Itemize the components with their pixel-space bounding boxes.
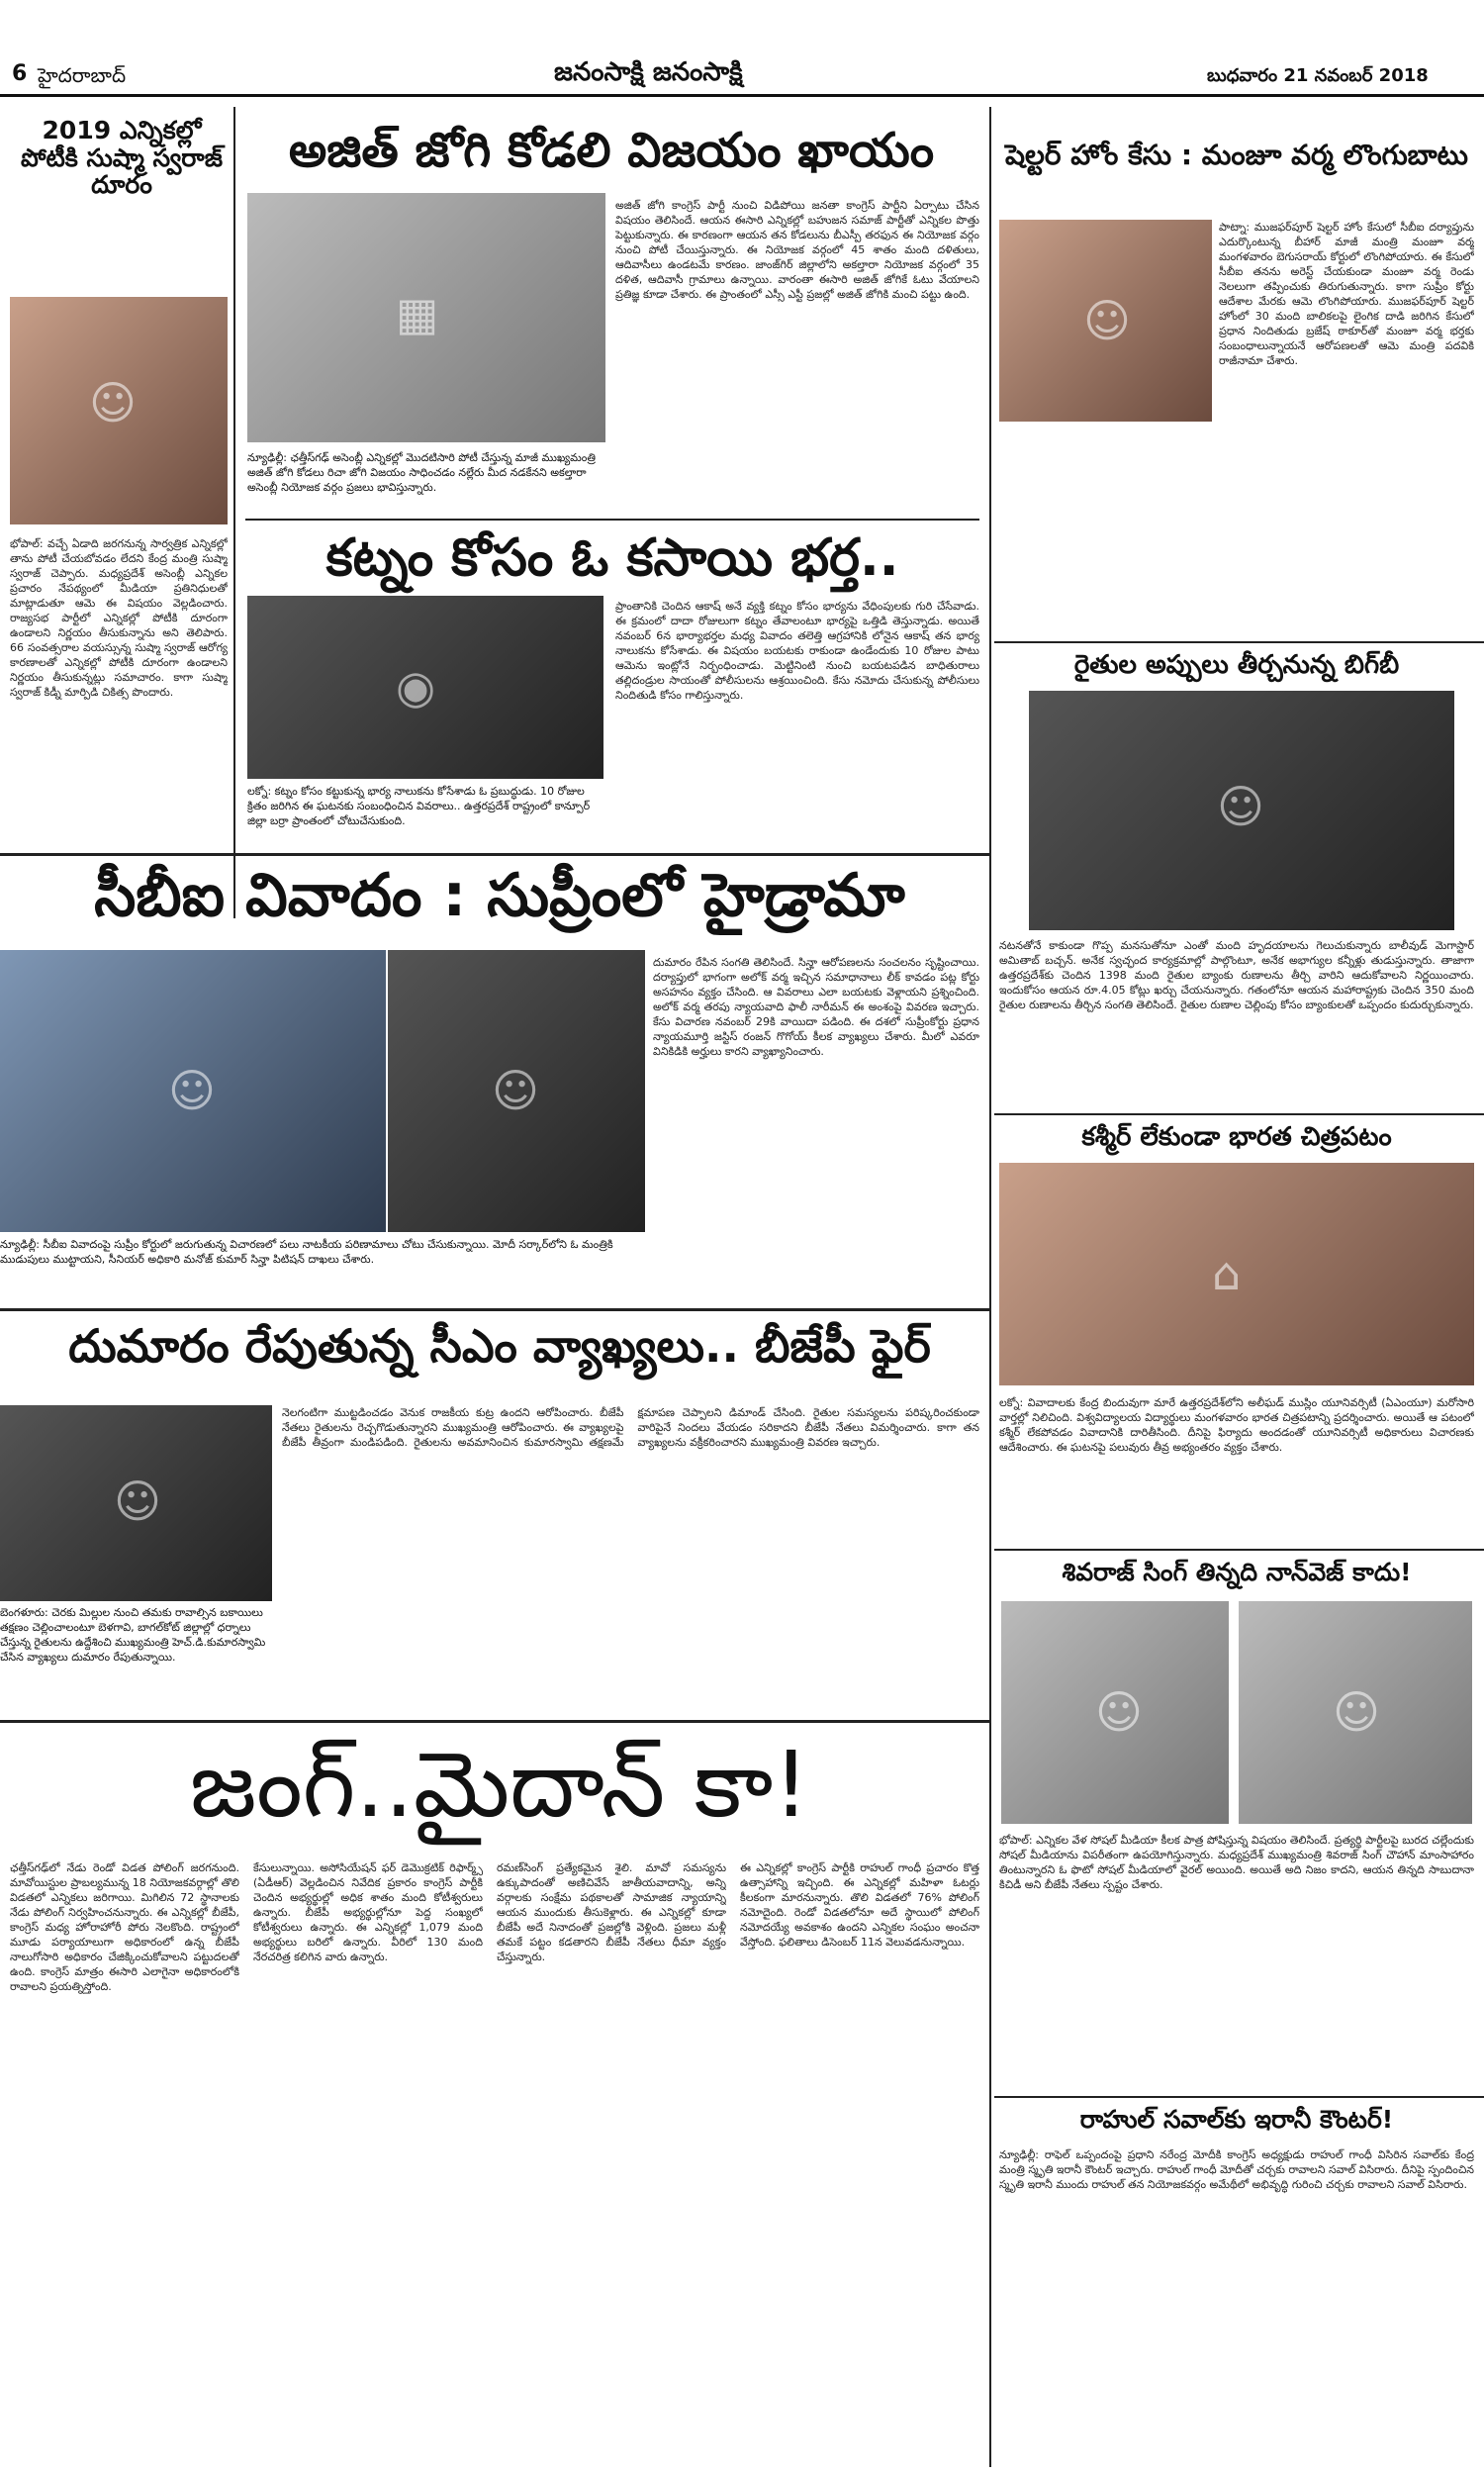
cbi-body: దుమారం రేపిన సంగతి తెలిసిందే. సిన్హా ఆరోపణలను సంచలనం సృష్టించాయి. దర్యాప్తులో భాగంగా అలోక్ వర్మ ఇచ్చిన సమాధానాలు లీక్ కావడం పట్ల కోర్టు అసహనం వ్యక్తం చేసింది. ఆ వివరాలు ఎలా బయటకు వెళ్లాయని ప్రశ్నించింది. అలోక్ వర్మ తరపు న్యాయవాది ఫాలీ నారీమన్ ఈ అంశంపై వివరణ ఇచ్చారు. కేసు విచారణ నవంబర్ 29కి వాయిదా పడింది. ఈ దశలో సుప్రీంకోర్టు ప్రధాన న్యాయమూర్తి జస్టిస్ రంజన్ గొగోయ్ కీలక వ్యాఖ్యలు చేశారు. మీలో ఎవరూ వినికిడికి అర్హులు కారని వ్యాఖ్యానించారు. [653, 956, 979, 1058]
shivraj-headline: శివరాజ్ సింగ్ తిన్నది నాన్‌వెజ్ కాదు! [1062, 1558, 1412, 1586]
jung-column-4: ఈ ఎన్నికల్లో కాంగ్రెస్ పార్టీకి రాహుల్ గాంధీ ప్రచారం కొత్త ఉత్సాహాన్ని ఇచ్చింది. ఈ ఎన్నికల్లో మహిళా ఓటర్లు కీలకంగా మారనున్నారు. తొలి విడతలో 76% పోలింగ్ నమోదైంది. రెండో విడతలోనూ అదే స్థాయిలో పోలింగ్ నమోదయ్యే అవకాశం ఉందని ఎన్నికల సంఘం అంచనా వేస్తోంది. ఫలితాలు డిసెంబర్ 11న వెలువడనున్నాయి. [740, 1861, 979, 1949]
kashmir-photo: ⌂ [999, 1163, 1474, 1385]
cm-photo: ☺ [0, 1405, 272, 1601]
bigb-photo: ☺ [1029, 691, 1454, 930]
city-name: హైదరాబాద్ [38, 63, 127, 87]
page-header [0, 0, 1484, 99]
masthead: జనంసాక్షి జనంసాక్షి [554, 57, 743, 87]
sushma-body: భోపాల్: వచ్చే ఏడాది జరగనున్న సార్వత్రిక ఎన్నికల్లో తాను పోటీ చేయబోవడం లేదని కేంద్ర మంత్రి సుష్మా స్వరాజ్ చెప్పారు. మధ్యప్రదేశ్ అసెంబ్లీ ఎన్నికల ప్రచారం నేపథ్యంలో మీడియా ప్రతినిధులతో మాట్లాడుతూ ఆమె ఈ విషయం వెల్లడించారు. రాజ్యసభ పార్టీలో ఎన్నికల్లో పోటీకి దూరంగా ఉండాలని నిర్ణయం తీసుకున్నాను అని తెలిపారు. 66 సంవత్సరాల వయస్సున్న సుష్మా స్వరాజ్ ఆరోగ్య కారణాలతో ఎన్నికల్లో పోటీకి దూరంగా ఉండాలని నిర్ణయం తీసుకున్నట్లు సమాచారం. కాగా సుష్మా స్వరాజ్ కిడ్నీ మార్పిడి చికిత్స పొందారు. [10, 537, 228, 699]
jung-headline: జంగ్..మైదాన్ కా! [189, 1732, 810, 1838]
jung-column-2: కేసులున్నాయి. అసోసియేషన్ ఫర్ డెమొక్రటిక్ రిఫార్మ్స్ (ఏడీఆర్) వెల్లడించిన నివేదిక ప్రకారం కాంగ్రెస్ పార్టీకి చెందిన అభ్యర్థుల్లో అధిక శాతం మంది కోటీశ్వరులు ఉన్నారు. బీజేపీ అభ్యర్థుల్లోనూ పెద్ద సంఖ్యలో కోటీశ్వరులు ఉన్నారు. ఈ ఎన్నికల్లో 1,079 మంది అభ్యర్థులు బరిలో ఉన్నారు. వీరిలో 130 మంది నేరచరిత్ర కలిగిన వారు ఉన్నారు. [253, 1861, 483, 1963]
shelter-headline: షెల్టర్ హోం కేసు : మంజూ వర్మ లొంగుబాటు [1005, 139, 1468, 171]
shivraj-photo-right: ☺ [1239, 1601, 1472, 1824]
header-rule [0, 94, 1484, 97]
cm-headline: దుమారం రేపుతున్న సీఎం వ్యాఖ్యలు.. బీజేపీ ఫైర్ [68, 1319, 931, 1373]
ajit-headline: అజిత్ జోగి కోడలి విజయం ఖాయం [288, 123, 935, 178]
kashmir-headline: కశ్మీర్ లేకుండా భారత చిత్రపటం [1081, 1122, 1392, 1152]
shelter-body: పాట్నా: ముజఫర్‌పూర్ షెల్టర్ హోం కేసులో సీబీఐ దర్యాప్తును ఎదుర్కొంటున్న బీహార్ మాజీ మంత్రి మంజూ వర్మ మంగళవారం బెగుసరాయ్ కోర్టులో లొంగిపోయారు. ఈ కేసులో సీబీఐ తనను అరెస్ట్ చేయకుండా మంజూ వర్మ రెండు నెలలుగా తప్పించుకు తిరుగుతున్నారు. కాగా సుప్రీం కోర్టు ఆదేశాల మేరకు ఆమె లొంగిపోయారు. ముజఫర్‌పూర్ షెల్టర్ హోంలో 30 మంది బాలికలపై లైంగిక దాడి జరిగిన కేసులో ప్రధాన నిందితుడు బ్రజేష్ ఠాకూర్‌తో మంజూ వర్మ భర్తకు సంబంధాలున్నాయనే ఆరోపణలతో ఆమె మంత్రి పదవికి రాజీనామా చేశారు. [1219, 221, 1474, 367]
rahul-headline: రాహుల్ సవాల్‌కు ఇరానీ కౌంటర్! [1079, 2105, 1394, 2134]
bigb-headline: రైతుల అప్పులు తీర్చనున్న బిగ్‌బీ [1073, 650, 1400, 680]
cm-body: నెలగంటిగా ముట్టడించడం వెనుక రాజకీయ కుట్ర ఉందని ఆరోపించారు. బీజేపీ నేతలు రైతులను రెచ్చగొడుతున్నారని ముఖ్యమంత్రి ఆరోపించారు. ఈ వ్యాఖ్యలపై బీజేపీ తీవ్రంగా మండిపడింది. రైతులను అవమానించిన కుమారస్వామి తక్షణమే క్షమాపణ చెప్పాలని డిమాండ్ చేసింది. రైతుల సమస్యలను పరిష్కరించకుండా వారిపైనే నిందలు వేయడం సరికాదని బీజేపీ నేతలు విమర్శించారు. కాగా తన వ్యాఖ్యలను వక్రీకరించారని ముఖ్యమంత్రి వివరణ ఇచ్చారు. [282, 1406, 979, 1449]
issue-date: బుధవారం 21 నవంబర్ 2018 [1207, 65, 1429, 86]
ajit-photo: ▦ [247, 193, 605, 442]
page-number: 6 [12, 61, 28, 86]
sushma-headline: 2019 ఎన్నికల్లో పోటీకి సుష్మా స్వరాజ్ దూరం [21, 116, 223, 199]
cbi-headline: సీబీఐ వివాదం : సుప్రీంలో హైడ్రామా [94, 861, 905, 930]
jung-column-1: ఛత్తీస్‌గఢ్‌లో నేడు రెండో విడత పోలింగ్ జరగనుంది. మావోయిస్టుల ప్రాబల్యమున్న 18 నియోజకవర్గాల్లో తొలి విడతలో ఎన్నికలు జరిగాయి. మిగిలిన 72 స్థానాలకు నేడు పోలింగ్ నిర్వహించనున్నారు. ఈ ఎన్నికల్లో బీజేపీ, కాంగ్రెస్ మధ్య హోరాహోరీ పోరు నెలకొంది. రాష్ట్రంలో మూడు పర్యాయాలుగా అధికారంలో ఉన్న బీజేపీ నాలుగోసారి అధికారం చేజిక్కించుకోవాలని పట్టుదలతో ఉంది. కాంగ్రెస్ మాత్రం ఈసారి ఎలాగైనా అధికారంలోకి రావాలని ప్రయత్నిస్తోంది. [10, 1861, 239, 1993]
jung-column-3: రమణ్‌సింగ్ ప్రత్యేకమైన శైలి. మావో సమస్యను ఉక్కుపాదంతో అణిచివేసే జాతీయవాదాన్ని, అన్ని వర్గాలకు సంక్షేమ పథకాలతో సామాజిక న్యాయాన్ని ఆయన ముందుకు తీసుకెళ్లారు. ఈ ఎన్నికల్లో కూడా బీజేపీ అదే నినాదంతో ప్రజల్లోకి వెళ్లింది. ప్రజలు మళ్లీ తమకే పట్టం కడతారని బీజేపీ నేతలు ధీమా వ్యక్తం చేస్తున్నారు. [497, 1861, 726, 1963]
dowry-body: ప్రాంతానికి చెందిన ఆకాష్ అనే వ్యక్తి కట్నం కోసం భార్యను వేధింపులకు గురి చేసేవాడు. ఈ క్రమంలో దాదా రోజులుగా కట్నం తేవాలంటూ భార్యపై ఒత్తిడి తెస్తున్నాడు. అయితే నవంబర్ 6న భార్యాభర్తల మధ్య వివాదం తలెత్తి ఆగ్రహానికి లోనైన ఆకాష్ తన భార్య నాలుకను కోసేశాడు. ఈ విషయం బయటకు రాకుండా ఉండేందుకు 10 రోజుల పాటు ఆమెను ఇంట్లోనే నిర్బంధించాడు. మెట్టినింటి నుంచి బయటపడిన బాధితురాలు తల్లిదండ్రుల సాయంతో పోలీసులను ఆశ్రయించింది. కేసు నమోదు చేసుకున్న పోలీసులు నిందితుడి కోసం గాలిస్తున్నారు. [615, 600, 979, 702]
shelter-photo: ☺ [999, 220, 1212, 422]
dowry-headline: కట్నం కోసం ఓ కసాయి భర్త.. [325, 528, 899, 588]
dowry-photo: ◉ [247, 596, 603, 779]
sushma-photo: ☺ [10, 297, 228, 524]
ajit-body: అజిత్ జోగి కాంగ్రెస్ పార్టీ నుంచి విడిపోయి జనతా కాంగ్రెస్ పార్టీని ఏర్పాటు చేసిన విషయం తెలిసిందే. ఆయన ఈసారి ఎన్నికల్లో బహుజన సమాజ్ పార్టీతో ఎన్నికల పొత్తు పెట్టుకున్నారు. ఈ కారణంగా ఆయన తన కోడలును బీఎస్పీ తరఫున ఈ నియోజక వర్గం నుంచి పోటీ చేయిస్తున్నారు. ఈ నియోజక వర్గంలో 45 శాతం మంది దళితులు, ఆదివాసీలు ఉండటమే కారణం. జాంజ్‌గిర్ జిల్లాలోని అకల్తారా నియోజక వర్గంలో 35 దళిత, ఆదివాసీ గ్రామాలు ఉన్నాయి. వారంతా ఈసారి అజిత్ జోగికే ఓటు వేయాలని ప్రతిజ్ఞ కూడా చేశారు. ఈ ప్రాంతంలో ఎస్సీ ఎస్టీ ప్రజల్లో అజిత్ జోగికి మంచి పట్టు ఉంది. [615, 199, 979, 301]
rahul-body: న్యూఢిల్లీ: రాఫెల్ ఒప్పందంపై ప్రధాని నరేంద్ర మోదీకి కాంగ్రెస్ అధ్యక్షుడు రాహుల్ గాంధీ విసిరిన సవాల్‌కు కేంద్ర మంత్రి స్మృతి ఇరానీ కౌంటర్ ఇచ్చారు. రాహుల్ గాంధీ మోదీతో చర్చకు రావాలని సవాల్ విసిరారు. దీనిపై స్పందించిన స్మృతి ఇరానీ ముందు రాహుల్ తన నియోజకవర్గం అమేథీలో అభివృద్ధి గురించి చర్చకు రావాలని సవాల్ విసిరారు. [999, 2148, 1474, 2191]
cbi-photo-left: ☺ [0, 950, 386, 1232]
bigb-body: నటనతోనే కాకుండా గొప్ప మనసుతోనూ ఎంతో మంది హృదయాలను గెలుచుకున్నారు బాలీవుడ్ మెగాస్టార్ అమితాబ్ బచ్చన్. అనేక స్వచ్ఛంద కార్యక్రమాల్లో పాల్గొంటూ, అనేక అభాగ్యుల కన్నీళ్లు తుడుస్తున్నారు. తాజాగా ఉత్తరప్రదేశ్‌కు చెందిన 1398 మంది రైతుల బ్యాంకు రుణాలను తీర్చి వారిని ఆదుకోవాలని నిర్ణయించారు. ఇందుకోసం ఆయన రూ.4.05 కోట్లు ఖర్చు చేయనున్నారు. గతంలోనూ ఆయన మహారాష్ట్రకు చెందిన 350 మంది రైతుల రుణాలను తీర్చిన సంగతి తెలిసిందే. రైతుల రుణాల చెల్లింపు కోసం బ్యాంకులతో ఒప్పందం కుదుర్చుకున్నారు. [999, 939, 1474, 1011]
dowry-caption: లక్నో: కట్నం కోసం కట్టుకున్న భార్య నాలుకను కోసేశాడు ఓ ప్రబుద్ధుడు. 10 రోజుల క్రితం జరిగిన ఈ ఘటనకు సంబంధించిన వివరాలు.. ఉత్తరప్రదేశ్ రాష్ట్రంలో కాన్పూర్ జిల్లా బర్రా ప్రాంతంలో చోటుచేసుకుంది. [247, 785, 591, 827]
cbi-caption: న్యూఢిల్లీ: సీబీఐ వివాదంపై సుప్రీం కోర్టులో జరుగుతున్న విచారణలో పలు నాటకీయ పరిణామాలు చోటు చేసుకున్నాయి. మోదీ సర్కార్‌లోని ఓ మంత్రికి ముడుపులు ముట్టాయని, సీనియర్ అధికారి మనోజ్ కుమార్ సిన్హా పిటిషన్ దాఖలు చేశారు. [0, 1238, 613, 1266]
kashmir-body: లక్నో: వివాదాలకు కేంద్ర బిందువుగా మారే ఉత్తరప్రదేశ్‌లోని అలీఘడ్ ముస్లిం యూనివర్సిటీ (ఏఎంయూ) మరోసారి వార్తల్లో నిలిచింది. విశ్వవిద్యాలయ విద్యార్థులు మంగళవారం భారత చిత్రపటాన్ని ప్రదర్శించారు. అయితే ఆ పటంలో కశ్మీర్ లేకపోవడం వివాదానికి దారితీసింది. దీనిపై ఫిర్యాదు అందడంతో యూనివర్సిటీ అధికారులు విచారణకు ఆదేశించారు. ఈ ఘటనపై పలువురు తీవ్ర అభ్యంతరం వ్యక్తం చేశారు. [999, 1396, 1474, 1454]
shivraj-body: భోపాల్: ఎన్నికల వేళ సోషల్ మీడియా కీలక పాత్ర పోషిస్తున్న విషయం తెలిసిందే. ప్రత్యర్థి పార్టీలపై బురద చల్లేందుకు సోషల్ మీడియాను విపరీతంగా ఉపయోగిస్తున్నారు. మధ్యప్రదేశ్ ముఖ్యమంత్రి శివరాజ్ సింగ్ చౌహాన్ మాంసాహారం తింటున్నారని ఓ ఫొటో సోషల్ మీడియాలో వైరల్ అయింది. అయితే అది నిజం కాదని, ఆయన తిన్నది సాబుదానా కిచిడీ అని బీజేపీ నేతలు స్పష్టం చేశారు. [999, 1834, 1474, 1891]
ajit-caption: న్యూఢిల్లీ: ఛత్తీస్‌గఢ్ అసెంబ్లీ ఎన్నికల్లో మొదటిసారి పోటీ చేస్తున్న మాజీ ముఖ్యమంత్రి అజిత్ జోగి కోడలు రిచా జోగి విజయం సాధించడం నల్లేరు మీద నడకేనని అకల్తారా అసెంబ్లీ నియోజక వర్గం ప్రజలు భావిస్తున్నారు. [247, 451, 596, 494]
cm-caption: బెంగళూరు: చెరకు మిల్లుల నుంచి తమకు రావాల్సిన బకాయిలు తక్షణం చెల్లించాలంటూ బెళగావి, బాగల్‌కోట్ జిల్లాల్లో ధర్నాలు చేస్తున్న రైతులను ఉద్దేశించి ముఖ్యమంత్రి హెచ్.డి.కుమారస్వామి చేసిన వ్యాఖ్యలు దుమారం రేపుతున్నాయి. [0, 1606, 266, 1664]
shivraj-photo-left: ☺ [1001, 1601, 1229, 1824]
cbi-photo-right: ☺ [388, 950, 645, 1232]
